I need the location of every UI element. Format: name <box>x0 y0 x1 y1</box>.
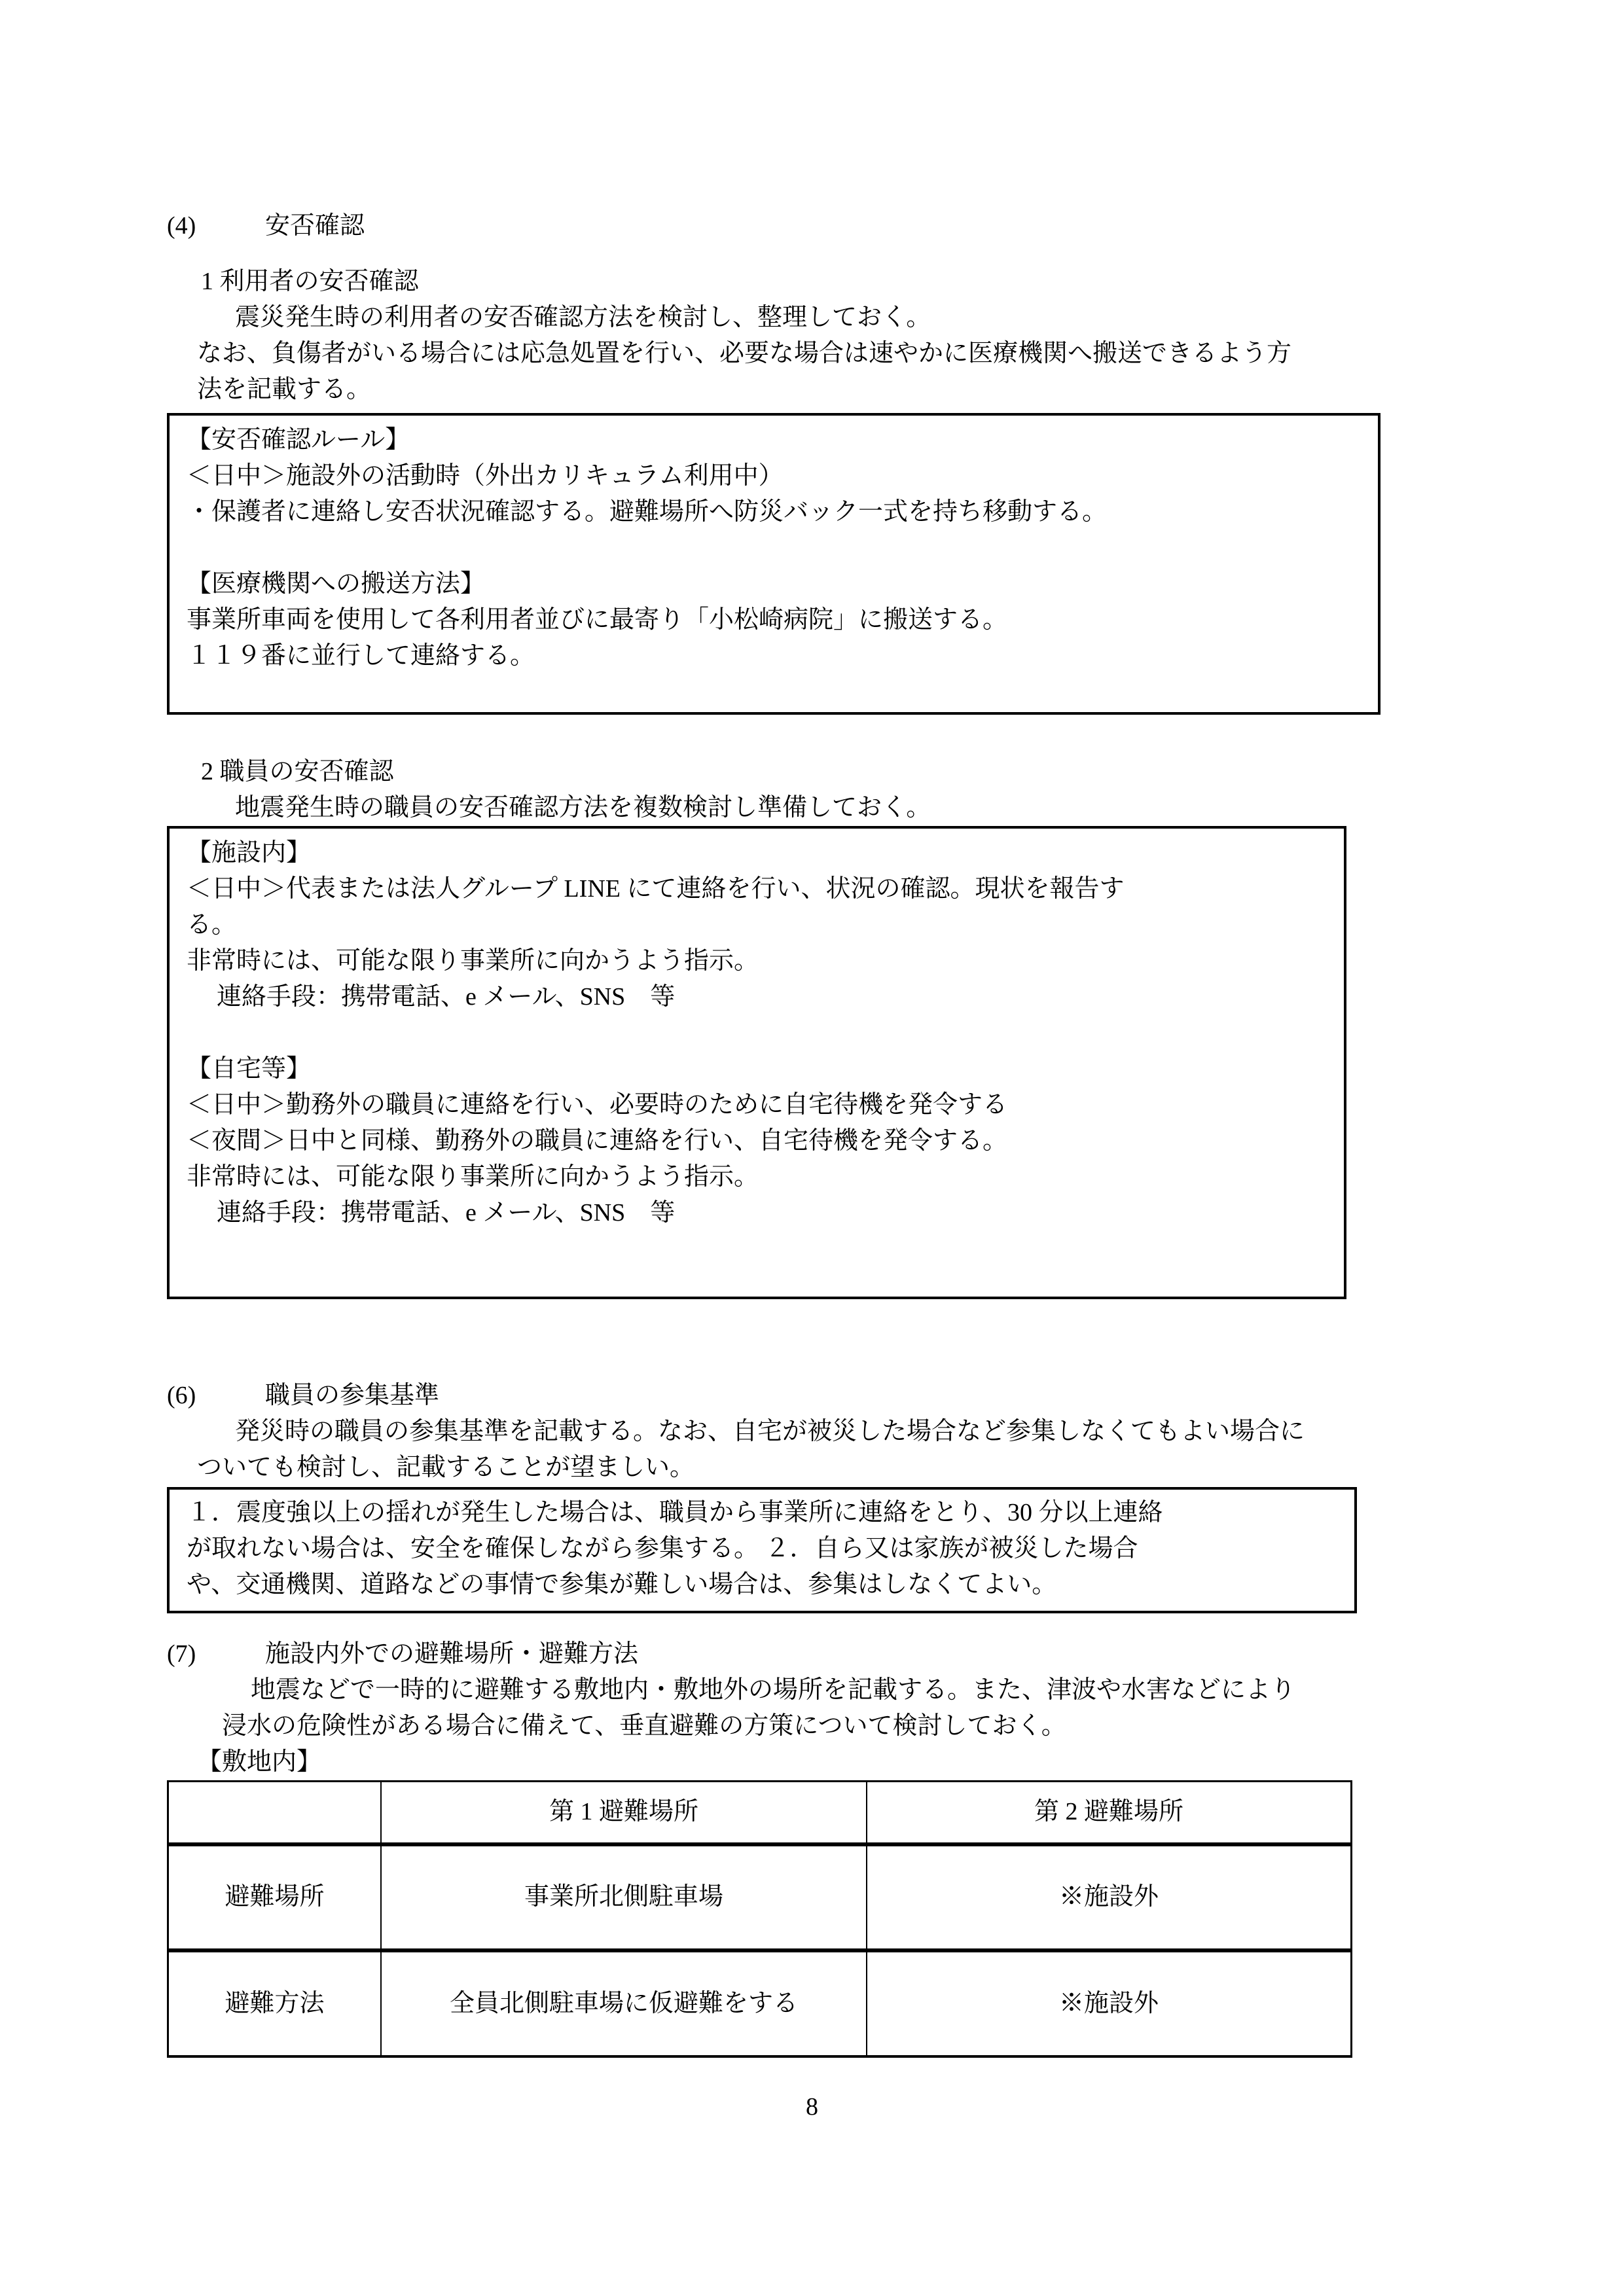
assembly-box-line: や、交通機関、道路などの事情で参集が難しい場合は、参集はしなくてよい。 <box>187 1571 1057 1598</box>
section4-number: (4) <box>167 212 196 240</box>
section7-title: 施設内外での避難場所・避難方法 <box>265 1640 639 1668</box>
evacuation-place-second: ※施設外 <box>867 1844 1352 1950</box>
row-label-evacuation-place: 避難場所 <box>168 1844 382 1950</box>
staff-box-line: ＜日中＞代表または法人グループ LINE にて連絡を行い、状況の確認。現状を報告す <box>187 875 1125 903</box>
safety-confirmation-rule-box <box>167 413 1380 715</box>
table-header-row <box>168 1782 1352 1844</box>
table-row <box>168 1950 1352 2056</box>
staff-box-line: 非常時には、可能な限り事業所に向かうよう指示。 <box>187 947 759 975</box>
page-content <box>167 208 1463 2058</box>
section6-paragraph-line: ついても検討し、記載することが望ましい。 <box>197 1454 695 1481</box>
staff-box-line: ＜夜間＞日中と同様、勤務外の職員に連絡を行い、自宅待機を発令する。 <box>187 1127 1008 1155</box>
rule-box-line: １１９番に並行して連絡する。 <box>187 642 535 670</box>
table-header-second-shelter: 第 2 避難場所 <box>867 1782 1352 1844</box>
section4-paragraph-line: 震災発生時の利用者の安否確認方法を検討し、整理しておく。 <box>235 304 931 331</box>
section7-number: (7) <box>167 1640 196 1668</box>
evacuation-method-second: ※施設外 <box>867 1950 1352 2056</box>
section6-number: (6) <box>167 1382 196 1409</box>
staff-safety-box <box>167 826 1346 1299</box>
section6-paragraph-line: 発災時の職員の参集基準を記載する。なお、自宅が被災した場合など参集しなくてもよい場合に <box>235 1418 1305 1445</box>
on-premises-label: 【敷地内】 <box>197 1748 322 1776</box>
row-label-evacuation-method: 避難方法 <box>168 1950 382 2056</box>
section6-title: 職員の参集基準 <box>265 1382 440 1409</box>
rule-box-line: 事業所車両を使用して各利用者並びに最寄り「小松崎病院」に搬送する。 <box>187 606 1008 634</box>
staff-box-line: 非常時には、可能な限り事業所に向かうよう指示。 <box>187 1163 759 1191</box>
section7-paragraph-line: 浸水の危険性がある場合に備えて、垂直避難の方策について検討しておく。 <box>222 1712 1066 1740</box>
evacuation-place-first: 事業所北側駐車場 <box>381 1844 867 1950</box>
section4-item2-heading: 2 職員の安否確認 <box>201 758 394 785</box>
section7-paragraph-line: 地震などで一時的に避難する敷地内・敷地外の場所を記載する。また、津波や水害などにより <box>251 1676 1296 1704</box>
section4-paragraph-line: 地震発生時の職員の安否確認方法を複数検討し準備しておく。 <box>235 794 931 821</box>
section6-heading <box>167 1378 1463 1414</box>
evacuation-table <box>167 1780 1352 2058</box>
staff-box-home-title: 【自宅等】 <box>187 1055 312 1083</box>
staff-box-facility-title: 【施設内】 <box>187 839 312 867</box>
rule-box-blank-line <box>187 530 1365 566</box>
assembly-criteria-box <box>167 1487 1357 1613</box>
rule-box-line: ＜日中＞施設外の活動時（外出カリキュラム利用中） <box>187 462 784 490</box>
staff-box-line: 連絡手段：携帯電話、e メール、SNS 等 <box>217 1199 676 1227</box>
staff-box-line: る。 <box>187 911 237 939</box>
assembly-box-line: が取れない場合は、安全を確保しながら参集する。 ２．自ら又は家族が被災した場合 <box>187 1535 1138 1562</box>
section4-title: 安否確認 <box>265 212 365 240</box>
assembly-box-line: １．震度強以上の揺れが発生した場合は、職員から事業所に連絡をとり、30 分以上連絡 <box>187 1499 1163 1526</box>
section4-heading <box>167 208 1463 244</box>
evacuation-method-first: 全員北側駐車場に仮避難をする <box>381 1950 867 2056</box>
transport-method-title: 【医療機関への搬送方法】 <box>187 570 486 598</box>
page-number: 8 <box>806 2093 818 2121</box>
table-row <box>168 1844 1352 1950</box>
section4-paragraph-line: 法を記載する。 <box>197 376 372 403</box>
staff-box-line: 連絡手段：携帯電話、e メール、SNS 等 <box>217 983 676 1011</box>
rule-box-line: ・保護者に連絡し安否状況確認する。避難場所へ防災バック一式を持ち移動する。 <box>187 498 1108 526</box>
staff-box-blank-line <box>187 1015 1331 1051</box>
section4-item1-heading: 1 利用者の安否確認 <box>201 268 419 295</box>
staff-box-line: ＜日中＞勤務外の職員に連絡を行い、必要時のために自宅待機を発令する <box>187 1091 1008 1119</box>
section7-heading <box>167 1636 1463 1672</box>
section4-paragraph-line: なお、負傷者がいる場合には応急処置を行い、必要な場合は速やかに医療機関へ搬送できるよう方 <box>197 340 1292 367</box>
table-header-empty-cell <box>168 1782 382 1844</box>
rule-box-title: 【安否確認ルール】 <box>187 426 410 454</box>
table-header-first-shelter: 第 1 避難場所 <box>381 1782 867 1844</box>
